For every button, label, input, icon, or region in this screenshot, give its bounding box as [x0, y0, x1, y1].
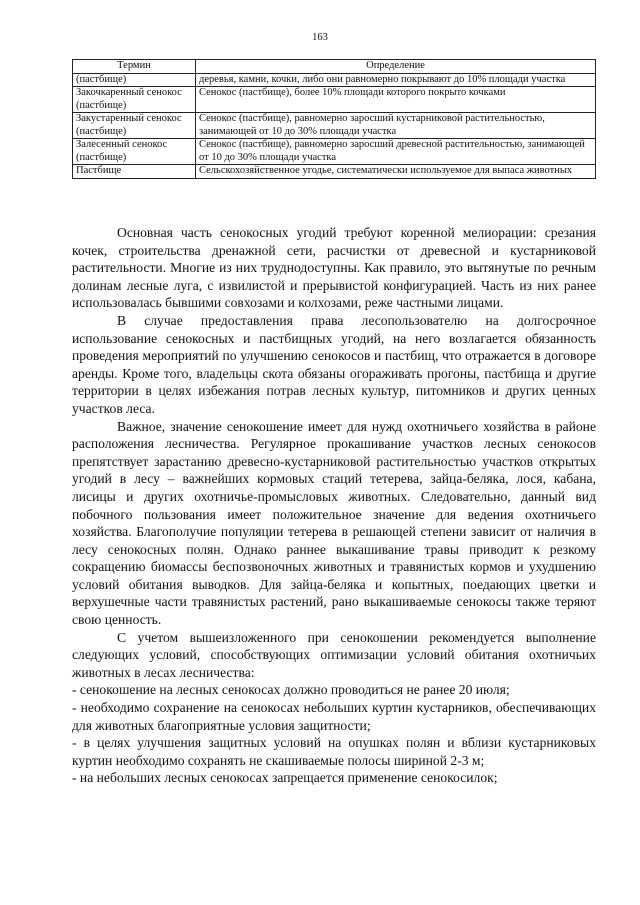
table-row [73, 87, 596, 113]
header-term: Термин [73, 60, 196, 74]
table-row [73, 113, 596, 139]
paragraph: Важное, значение сенокошение имеет для нужд охотничьего хозяйства в районе расположения лесничества. Регулярное прокашивание участков лесных сенокосов препятствует зарастанию древесно-кустарниковой растительностью участков открытых угодий в лесу – важнейших кормовых стаций тетерева, зайца-беляка, лося, кабана, лисицы и других охотничье-промысловых животных. Следовательно, данный вид побочного пользования имеет положительное значение для ведения охотничьего хозяйства. Благополучие популяции тетерева в решающей степени зависит от наличия в лесу сенокосных полян. Однако раннее выкашивание травы приводит к резкому сокращению биомассы беспозвоночных животных и травянистых кормов и ухудшению условий обитания выводков. Для зайца-беляка и копытных, поедающих цветки и верхушечные части травянистых растений, рано выкашиваемые сенокосы также теряют свою ценность. [72, 418, 596, 628]
header-definition: Определение [196, 60, 596, 74]
term-cell: Закочкаренный сенокос (пастбище) [73, 87, 196, 113]
definition-cell: Сельскохозяйственное угодье, систематически используемое для выпаса животных [196, 165, 596, 179]
list-item: - на небольших лесных сенокосах запрещается применение сенокосилок; [72, 770, 498, 786]
table-row [73, 165, 596, 179]
definition-cell: Сенокос (пастбище), равномерно заросший древесной растительностью, занимающей от 10 до 30% площади участка [196, 139, 596, 165]
list-item: - в целях улучшения защитных условий на опушках полян и вблизи кустарниковых куртин необходимо сохранять не скашиваемые полосы шириной 2-3 м; [72, 735, 596, 768]
table-row [73, 139, 596, 165]
paragraph: Основная часть сенокосных угодий требуют коренной мелиорации: срезания кочек, строительства дренажной сети, расчистки от древесной и кустарниковой растительности. Многие из них труднодоступны. Как правило, это вытянутые по речным долинам лесные луга, с извилистой и прерывистой конфигурацией. Часть из них ранее использовалась бывшими совхозами и колхозами, реже частными лицами. [72, 225, 596, 311]
paragraph: В случае предоставления права лесопользователю на долгосрочное использование сенокосных и пастбищных угодий, на него возлагается обязанность проведения мероприятий по улучшению сенокосов и пастбищ, что отражается в договоре аренды. Кроме того, владельцы скота обязаны огораживать прогоны, пастбища и другие территории в целях избежания потрав лесных культур, питомников и других ценных участков леса. [72, 312, 596, 416]
table-header-row [73, 60, 596, 74]
term-cell: Залесенный сенокос (пастбище) [73, 139, 196, 165]
definition-cell: Сенокос (пастбище), равномерно заросший кустарниковой растительностью, занимающей от 10 до 30% площади участка [196, 113, 596, 139]
body-text [72, 224, 596, 787]
list-item: - необходимо сохранение на сенокосах небольших куртин кустарников, обеспечивающих для животных благоприятные условия защитности; [72, 700, 596, 733]
term-cell: Закустаренный сенокос (пастбище) [73, 113, 196, 139]
terms-table [72, 59, 596, 179]
page-number: 163 [312, 32, 328, 43]
paragraph: С учетом вышеизложенного при сенокошении рекомендуется выполнение следующих условий, способствующих оптимизации условий обитания охотничьих животных в лесах лесничества: [72, 629, 596, 680]
definition-cell: деревья, камни, кочки, либо они равномерно покрывают до 10% площади участка [196, 73, 596, 87]
term-cell: (пастбище) [73, 73, 196, 87]
definition-cell: Сенокос (пастбище), более 10% площади которого покрыто кочками [196, 87, 596, 113]
term-cell: Пастбище [73, 165, 196, 179]
table-row [73, 73, 596, 87]
list-item: - сенокошение на лесных сенокосах должно проводиться не ранее 20 июля; [72, 682, 510, 698]
